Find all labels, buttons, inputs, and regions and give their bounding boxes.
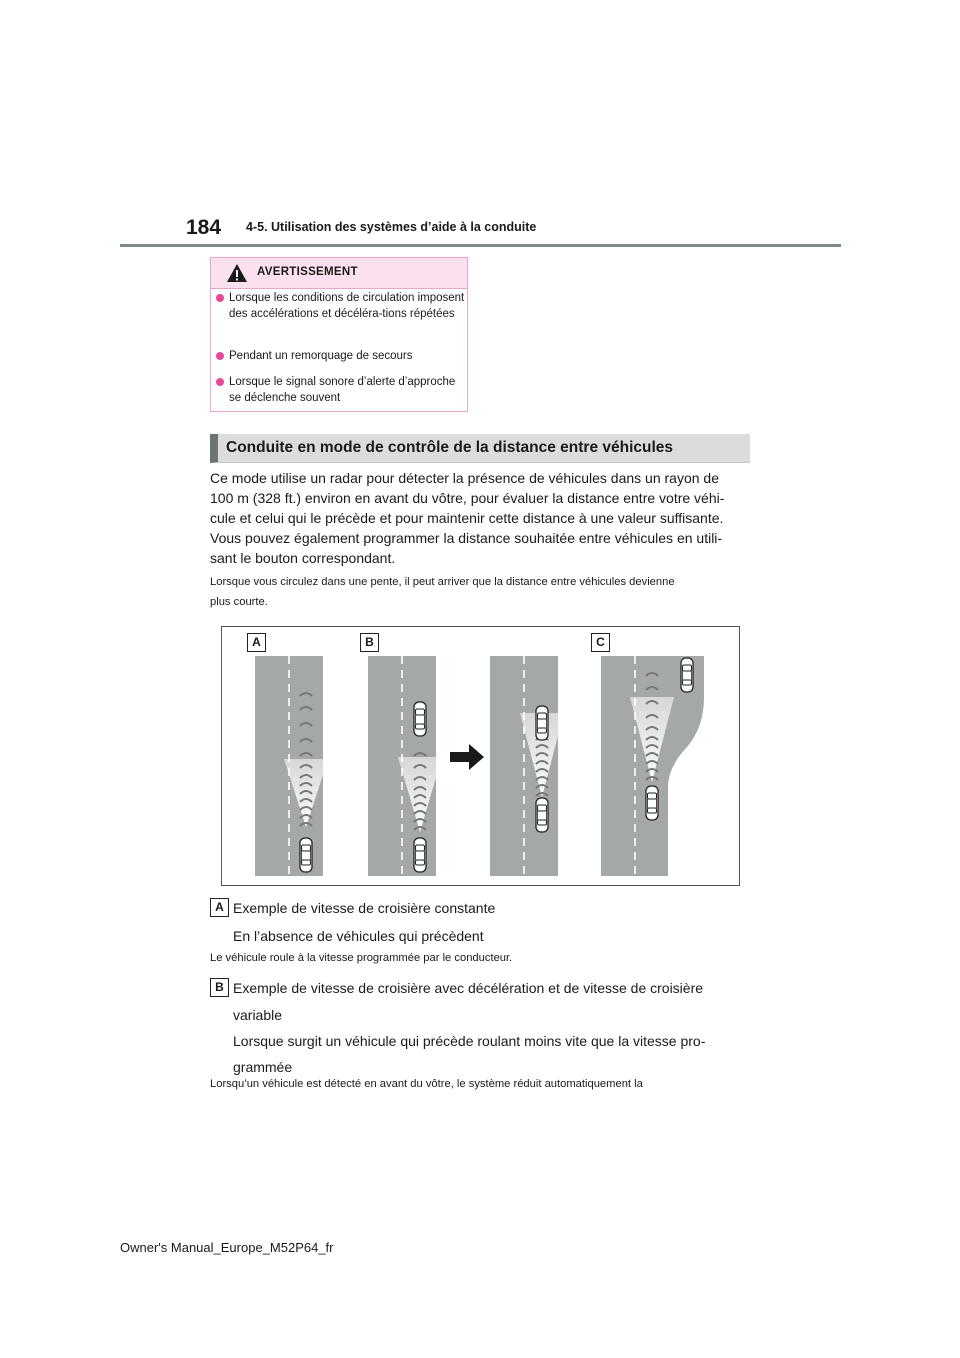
legend-b-note: Lorsqu’un véhicule est détecté en avant du vôtre, le système réduit automatiquement la: [210, 1078, 643, 1090]
bullet-icon: [216, 352, 224, 360]
body-line: cule et celui qui le précède et pour maintenir cette distance à une valeur suffisante.: [210, 510, 724, 526]
legend-b-title: variable: [233, 1007, 283, 1023]
legend-label-b: B: [210, 978, 229, 997]
figure-label-b: B: [360, 633, 379, 652]
legend-b-subtitle: grammée: [233, 1059, 293, 1075]
section-heading: Conduite en mode de contrôle de la distance entre véhicules: [210, 434, 750, 463]
body-line: 100 m (328 ft.) environ en avant du vôtre, pour évaluer la distance entre votre véhi-: [210, 490, 725, 506]
warning-title: AVERTISSEMENT: [257, 266, 358, 278]
bullet-icon: [216, 294, 224, 302]
warning-triangle-icon: [226, 263, 248, 283]
transition-arrow-icon: [450, 744, 484, 770]
legend-a-note: Le véhicule roule à la vitesse programmée par le conducteur.: [210, 952, 513, 964]
legend-b-title: Exemple de vitesse de croisière avec décélération et de vitesse de croisière: [233, 980, 704, 996]
section-title: 4-5. Utilisation des systèmes d’aide à la conduite: [246, 220, 537, 234]
warning-item: Pendant un remorquage de secours: [216, 348, 466, 364]
figure-label-a: A: [247, 633, 266, 652]
figure-label-c: C: [591, 633, 610, 652]
warning-item: Lorsque les conditions de circulation imposent des accélérations et décéléra-tions répétées: [216, 290, 466, 322]
note-line: Lorsque vous circulez dans une pente, il peut arriver que la distance entre véhicules devienne: [210, 576, 675, 588]
road-diagram: [222, 627, 739, 885]
road-b: [368, 656, 442, 876]
radar-illustration: [221, 626, 740, 886]
warning-header: [211, 258, 467, 289]
body-line: Vous pouvez également programmer la distance souhaitée entre véhicules en utili-: [210, 530, 723, 546]
road-b-after: [490, 656, 564, 876]
note-line: plus courte.: [210, 596, 268, 608]
road-a: [255, 656, 328, 876]
legend-label-a: A: [210, 898, 229, 917]
page-number: 184: [186, 216, 222, 239]
body-line: Ce mode utilise un radar pour détecter la présence de véhicules dans un rayon de: [210, 470, 719, 486]
body-line: sant le bouton correspondant.: [210, 550, 396, 566]
header-rule: [120, 244, 841, 247]
legend-a-subtitle: En l’absence de véhicules qui précèdent: [233, 928, 484, 944]
warning-item: Lorsque le signal sonore d’alerte d’approche se déclenche souvent: [216, 374, 466, 406]
road-c: [601, 656, 704, 876]
bullet-icon: [216, 378, 224, 386]
warning-box: [210, 257, 468, 412]
footer-text: Owner's Manual_Europe_M52P64_fr: [120, 1240, 334, 1255]
legend-b-subtitle: Lorsque surgit un véhicule qui précède roulant moins vite que la vitesse pro-: [233, 1033, 706, 1049]
legend-a-title: Exemple de vitesse de croisière constante: [233, 900, 496, 916]
